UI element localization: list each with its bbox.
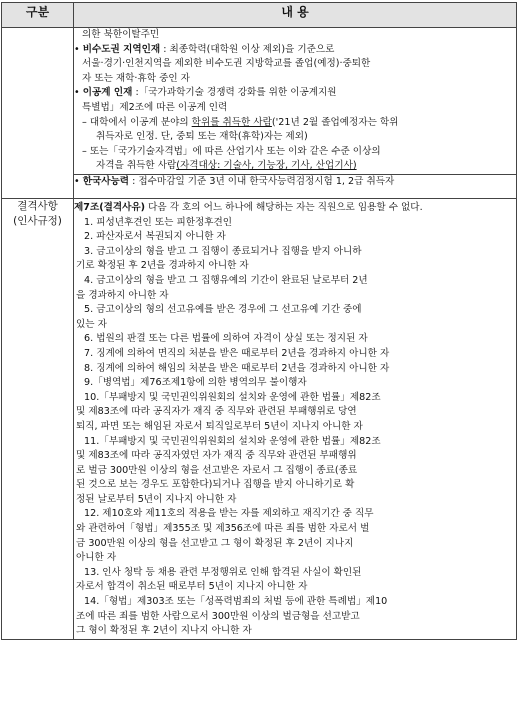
- document-table: [1, 2, 517, 640]
- list-item: 기로 확정된 후 2년을 경과하지 아니한 자: [76, 260, 249, 272]
- list-item: 3. 금고이상의 형을 받고 그 집행이 종료되거나 집행을 받지 아니하: [84, 245, 362, 257]
- list-item: 을 경과하지 아니한 자: [76, 289, 169, 301]
- non-capital-talent-line: • 비수도권 지역인재 : 최종학력(대학원 이상 제외)을 기준으로: [74, 43, 335, 55]
- korean-history-line: • 한국사능력 : 접수마감일 기준 3년 이내 한국사능력검정시험 1, 2급 취득자: [74, 174, 517, 190]
- disqualification-label: 결격사항 (인사규정): [2, 199, 74, 640]
- list-item: 된 것으로 보는 경우도 포함한다)되거나 집행을 받지 아니하기로 확: [76, 479, 355, 491]
- text-line: 취득자로 인정. 단, 중퇴 또는 재학(휴학)자는 제외): [96, 131, 308, 143]
- list-item: 7. 징계에 의하여 면직의 처분을 받은 때로부터 2년을 경과하지 아니한 자: [84, 347, 390, 359]
- list-item: 1. 피성년후견인 또는 피한정후견인: [84, 216, 233, 228]
- preference-content: [74, 28, 517, 199]
- degree-line: – 대학에서 이공계 분야의 학위를 취득한 사람('21년 2월 졸업예정자는 학위: [82, 116, 399, 128]
- list-item: 5. 금고이상의 형의 선고유예를 받은 경우에 그 선고유예 기간 중에: [84, 304, 362, 316]
- list-item: 있는 자: [76, 318, 107, 330]
- list-item: 로 벌금 300만원 이상의 형을 선고받은 자로서 그 집행이 종료(종료: [76, 464, 358, 476]
- list-item: 4. 금고이상의 형을 받고 그 집행유예의 기간이 완료된 날로부터 2년: [84, 274, 368, 286]
- disqualification-list: [74, 216, 516, 639]
- list-item: 13. 인사 청탁 등 채용 관련 부정행위로 인해 합격된 사실이 확인된: [84, 566, 362, 578]
- text-line: 자 또는 재학·휴학 중인 자: [82, 72, 190, 84]
- list-item: 퇴직, 파면 또는 해임된 자로서 퇴직일로부터 5년이 지나지 아니한 자: [76, 420, 363, 432]
- list-item: 8. 징계에 의하여 해임의 처분을 받은 때로부터 2년을 경과하지 아니한 자: [84, 362, 390, 374]
- disqualification-row: [2, 199, 517, 640]
- list-item: 및 제83조에 따라 공직자가 재직 중 직무와 관련된 부패행위로 당연: [76, 406, 357, 418]
- list-item: 12. 제10호와 제11호의 적용을 받는 자를 제외하고 재직기간 중 직무: [84, 508, 374, 520]
- list-item: 11.「부패방지 및 국민권익위원회의 설치와 운영에 관한 법률」제82조: [84, 435, 381, 447]
- qualification-line: 자격을 취득한 사람(자격대상: 기술사, 기능장, 기사, 산업기사): [96, 160, 357, 172]
- list-item: 정된 날로부터 5년이 지나지 아니한 자: [76, 493, 237, 505]
- preference-row: [2, 28, 517, 199]
- list-item: 9.「병역법」제76조제1항에 의한 병역의무 불이행자: [84, 377, 307, 389]
- list-item: 14.「형법」제303조 또는「성폭력범죄의 처벌 등에 관한 특례법」제10: [84, 596, 388, 608]
- list-item: 및 제83조에 따라 공직자였던 자가 재직 중 직무와 관련된 부패행위: [76, 450, 357, 462]
- text-line: – 또는「국가기술자격법」에 따른 산업기사 또는 이와 같은 수준 이상의: [82, 145, 381, 157]
- text-line: 의한 북한이탈주민: [82, 29, 160, 40]
- list-item: 6. 법원의 판결 또는 다른 법률에 의하여 자격이 상실 또는 정지된 자: [84, 333, 368, 345]
- preference-label-cell: [2, 28, 74, 199]
- header-category: 구분: [2, 3, 74, 28]
- text-line: 서울·경기·인천지역을 제외한 비수도권 지방학교를 졸업(예정)·중퇴한: [82, 58, 371, 70]
- header-row: [2, 3, 517, 28]
- header-content: 내 용: [74, 3, 517, 28]
- article-intro: 제7조(결격사유) 다음 각 호의 어느 하나에 해당하는 자는 직원으로 임용할 수 없다.: [74, 202, 423, 213]
- list-item: 자로서 합격이 취소된 때로부터 5년이 지나지 아니한 자: [76, 581, 308, 593]
- list-item: 조에 따른 죄를 범한 사람으로서 300만원 이상의 벌금형을 선고받고: [76, 610, 360, 622]
- list-item: 와 관련하여「형법」제355조 및 제356조에 따른 죄를 범한 자로서 벌: [76, 523, 370, 535]
- text-line: 특별법」제2조에 따른 이공계 인력: [82, 101, 228, 113]
- list-item: 10.「부패방지 및 국민권익위원회의 설치와 운영에 관한 법률」제82조: [84, 391, 381, 403]
- list-item: 그 형이 확정된 후 2년이 지나지 아니한 자: [76, 625, 252, 637]
- science-talent-line: • 이공계 인재 :「국가과학기술 경쟁력 강화를 위한 이공계지원: [74, 87, 337, 99]
- list-item: 2. 파산자로서 복권되지 아니한 자: [84, 231, 226, 243]
- disqualification-content: [74, 199, 517, 640]
- list-item: 금 300만원 이상의 형을 선고받고 그 형이 확정된 후 2년이 지나지: [76, 537, 354, 549]
- list-item: 아니한 자: [76, 552, 117, 564]
